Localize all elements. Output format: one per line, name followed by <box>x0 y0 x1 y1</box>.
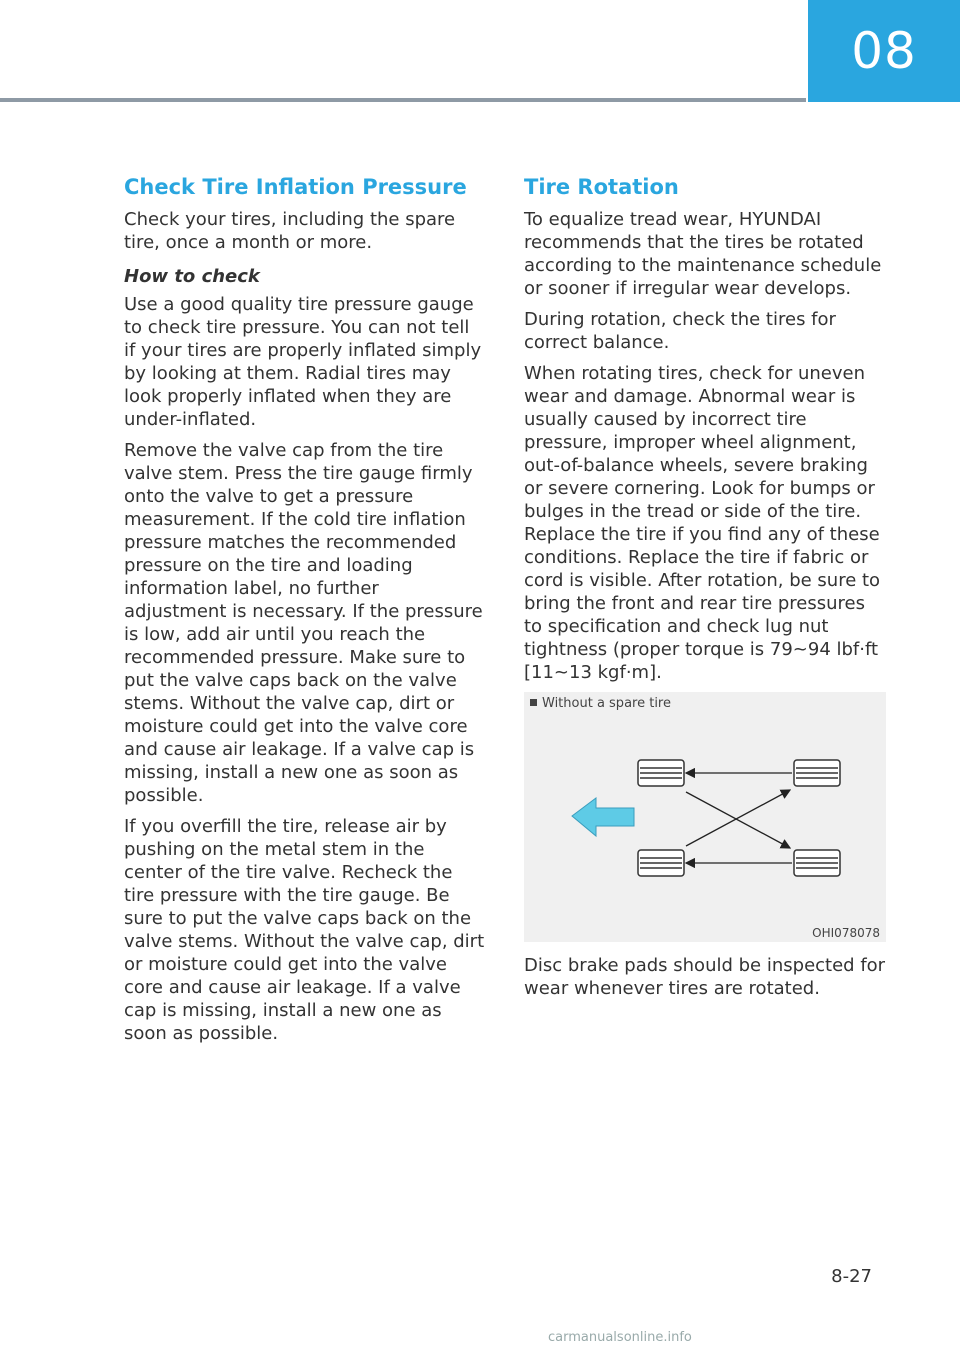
body-paragraph: Disc brake pads should be inspected for wear whenever tires are rotated. <box>524 955 886 999</box>
tire-rear-right-icon <box>794 850 840 876</box>
arrow-front-right-to-rear-left <box>686 790 790 846</box>
tire-rotation-figure <box>524 692 886 942</box>
arrow-front-left-to-rear-right <box>686 792 790 848</box>
intro-paragraph: Check your tires, including the spare tire, once a month or more. <box>124 209 456 253</box>
tire-front-left-icon <box>638 760 684 786</box>
body-paragraph: If you overfill the tire, release air by pushing on the metal stem in the center of the tire valve. Recheck the tire pressure with the tire gauge. Be sure to put the valve caps back on the valve stems. Without the valve cap, dirt or moisture could get into the valve core and cause air leakage. If a valve cap is missing, install a new one as soon as possible. <box>124 816 485 1044</box>
section-heading-rotation: Tire Rotation <box>524 175 679 199</box>
body-paragraph: To equalize tread wear, HYUNDAI recommends that the tires be rotated according to the maintenance schedule or sooner if irregular wear develops. <box>524 209 882 299</box>
tire-front-right-icon <box>638 850 684 876</box>
left-column <box>124 172 486 1053</box>
watermark[interactable]: carmanualsonline.info <box>548 1330 692 1345</box>
body-paragraph: Use a good quality tire pressure gauge to check tire pressure. You can not tell if your tires are properly inflated simply by looking at them. Radial tires may look properly inflated when they are under-inflated. <box>124 294 482 430</box>
header-rule <box>0 98 806 102</box>
page-number: 8-27 <box>831 1266 872 1287</box>
forward-direction-arrow-icon <box>572 798 634 836</box>
subheading-how-to-check: How to check <box>124 266 260 287</box>
body-paragraph: During rotation, check the tires for correct balance. <box>524 309 836 353</box>
rotation-diagram <box>524 692 886 942</box>
chapter-number: 08 <box>808 0 960 102</box>
right-column <box>524 172 886 1008</box>
body-paragraph: When rotating tires, check for uneven wear and damage. Abnormal wear is usually caused by incorrect tire pressure, improper wheel alignment, out-of-balance wheels, severe braking or severe cornering. Look for bumps or bulges in the tread or side of the tire. Replace the tire if you find any of these conditions. Replace the tire if fabric or cord is visible. After rotation, be sure to bring the front and rear tire pressures to specification and check lug nut tightness (proper torque is 79~94 lbf·ft [11~13 kgf·m]. <box>524 363 881 683</box>
body-paragraph: Remove the valve cap from the tire valve stem. Press the tire gauge firmly onto the valve to get a pressure measurement. If the cold tire inflation pressure matches the recommended pressure on the tire and loading information label, no further adjustment is necessary. If the pressure is low, add air until you reach the recommended pressure. Make sure to put the valve caps back on the valve stems. Without the valve cap, dirt or moisture could get into the valve core and cause air leakage. If a valve cap is missing, install a new one as soon as possible. <box>124 440 483 806</box>
figure-code: OHI078078 <box>812 926 880 940</box>
figure-caption-text: Without a spare tire <box>542 696 671 711</box>
tire-rear-left-icon <box>794 760 840 786</box>
section-heading-inflation: Check Tire Inflation Pressure <box>124 175 467 199</box>
